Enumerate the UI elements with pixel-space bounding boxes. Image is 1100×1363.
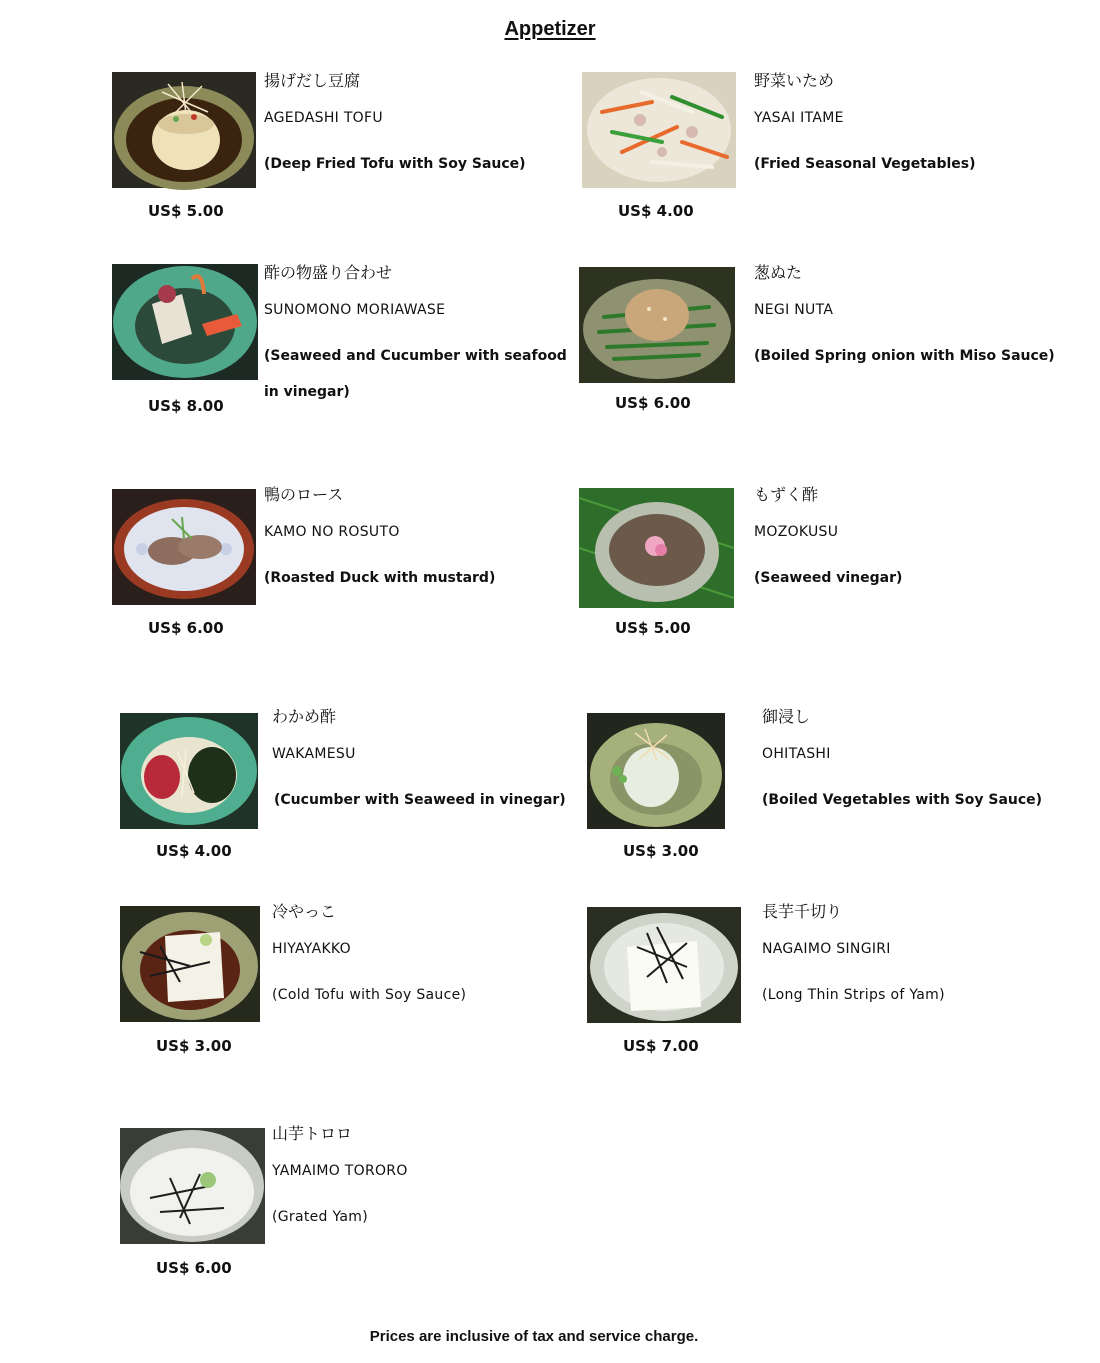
- item-name-japanese: 長芋千切り: [762, 902, 843, 921]
- item-name-japanese: 山芋トロロ: [272, 1124, 353, 1143]
- menu-item-mozokusu: [579, 486, 1049, 656]
- item-description: (Deep Fried Tofu with Soy Sauce): [264, 156, 526, 172]
- item-name: YAMAIMO TORORO: [272, 1163, 408, 1179]
- item-price: US$ 6.00: [148, 619, 224, 637]
- item-name: NEGI NUTA: [754, 302, 834, 318]
- item-description: (Grated Yam): [272, 1209, 368, 1225]
- menu-item-yamaimo-tororo: [120, 1125, 590, 1295]
- menu-item-agedashi-tofu: [112, 72, 582, 242]
- item-name: AGEDASHI TOFU: [264, 110, 383, 126]
- item-description: (Seaweed and Cucumber with seafood in vinegar): [264, 348, 567, 400]
- item-name-japanese: わかめ酢: [272, 707, 337, 726]
- item-price: US$ 8.00: [148, 397, 224, 415]
- item-name-japanese: 鴨のロース: [264, 485, 344, 504]
- item-name-japanese: 野菜いため: [754, 71, 835, 90]
- pricing-note: Prices are inclusive of tax and service charge.: [369, 1328, 699, 1345]
- hiyayakko-photo: [120, 906, 260, 1022]
- menu-item-nagaimo-singiri: [587, 903, 1057, 1073]
- item-name: WAKAMESU: [272, 746, 356, 762]
- page-title: Appetizer: [504, 18, 596, 40]
- item-price: US$ 3.00: [623, 842, 699, 860]
- mozuku-photo: [579, 488, 734, 608]
- item-price: US$ 6.00: [615, 394, 691, 412]
- item-description: (Boiled Spring onion with Miso Sauce): [754, 348, 1055, 364]
- kamo-photo: [112, 489, 256, 605]
- item-description: (Fried Seasonal Vegetables): [754, 156, 976, 172]
- wakame-photo: [120, 713, 258, 829]
- menu-item-hiyayakko: [120, 903, 590, 1073]
- menu-item-ohitashi: [587, 708, 1057, 878]
- item-name-japanese: もずく酢: [754, 485, 819, 504]
- item-name: SUNOMONO MORIAWASE: [264, 302, 446, 318]
- item-name: OHITASHI: [762, 746, 831, 762]
- item-name-japanese: 冷やっこ: [272, 902, 337, 921]
- negi-nuta-photo: [579, 267, 735, 383]
- item-name: YASAI ITAME: [754, 110, 844, 126]
- menu-item-kamo-no-rosuto: [112, 486, 582, 656]
- item-price: US$ 6.00: [156, 1259, 232, 1277]
- yamaimo-photo: [120, 1128, 265, 1244]
- item-name: HIYAYAKKO: [272, 941, 351, 957]
- item-price: US$ 5.00: [615, 619, 691, 637]
- item-name: NAGAIMO SINGIRI: [762, 941, 891, 957]
- item-name: KAMO NO ROSUTO: [264, 524, 400, 540]
- item-description: (Cold Tofu with Soy Sauce): [272, 987, 467, 1003]
- menu-item-sunomono-moriawase: [112, 264, 582, 434]
- menu-item-negi-nuta: [579, 263, 1055, 434]
- item-name-japanese: 揚げだし豆腐: [264, 71, 361, 90]
- item-price: US$ 4.00: [156, 842, 232, 860]
- item-price: US$ 5.00: [148, 202, 224, 220]
- agedashi-tofu-photo: [112, 72, 256, 188]
- ohitashi-photo: [587, 713, 725, 829]
- item-price: US$ 3.00: [156, 1037, 232, 1055]
- item-description: (Seaweed vinegar): [754, 570, 903, 586]
- menu-item-yasai-itame: [582, 72, 1052, 242]
- item-name-japanese: 葱ぬた: [754, 263, 803, 282]
- item-description: (Roasted Duck with mustard): [264, 570, 496, 586]
- menu-item-wakamesu: [120, 708, 590, 878]
- item-price: US$ 7.00: [623, 1037, 699, 1055]
- item-price: US$ 4.00: [618, 202, 694, 220]
- item-description: (Long Thin Strips of Yam): [762, 987, 945, 1003]
- item-description: (Boiled Vegetables with Soy Sauce): [762, 792, 1043, 808]
- yasai-itame-photo: [582, 72, 736, 188]
- item-name: MOZOKUSU: [754, 524, 839, 540]
- item-description: (Cucumber with Seaweed in vinegar): [274, 792, 566, 808]
- item-name-japanese: 御浸し: [762, 707, 811, 726]
- item-name-japanese: 酢の物盛り合わせ: [264, 263, 393, 282]
- sunomono-photo: [112, 264, 258, 380]
- nagaimo-photo: [587, 907, 741, 1023]
